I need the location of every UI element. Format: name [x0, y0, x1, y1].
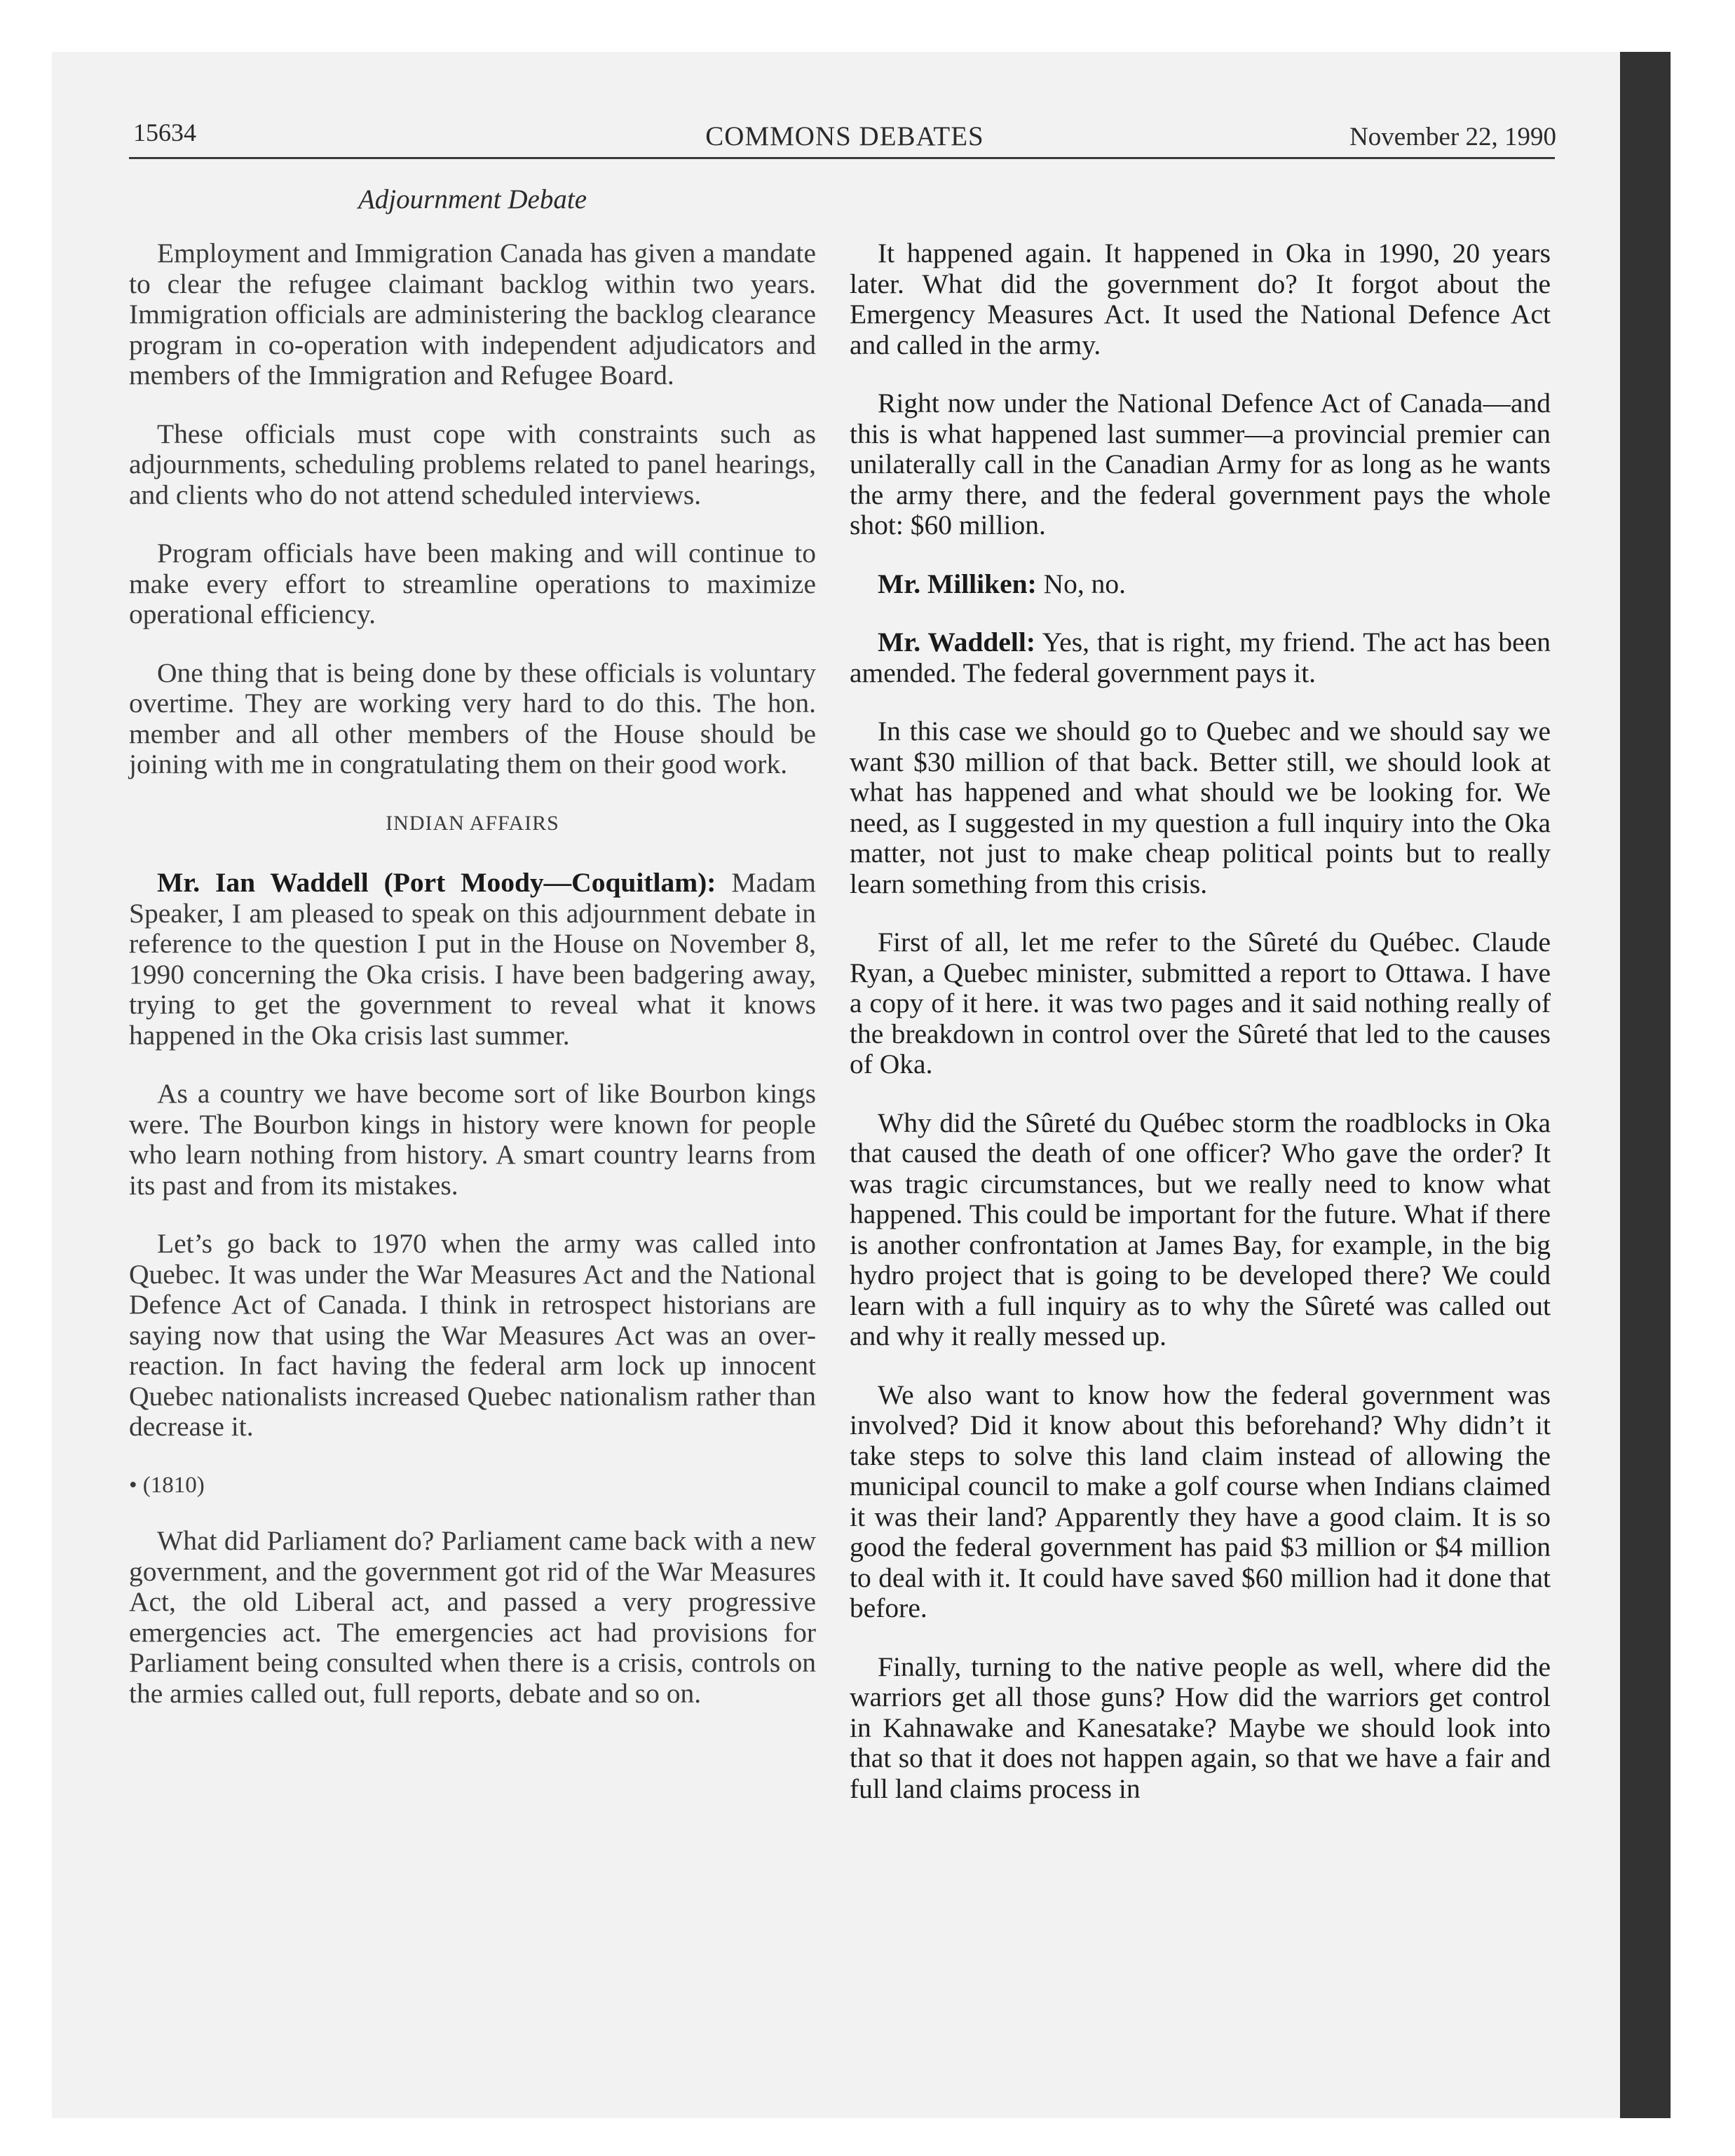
paragraph [850, 569, 1551, 600]
speaker-name: Mr. Ian Waddell (Port Moody—Coquitlam): [157, 867, 716, 898]
journal-title: COMMONS DEBATES [705, 121, 984, 151]
speech-text: Madam Speaker, I am pleased to speak on this adjournment debate in reference to the question I put in the House on November 8, 1990 concerning the Oka crisis. I have been badgering away, trying to get the government to reveal what it knows happened in the Oka crisis last summer. [129, 867, 816, 1051]
paragraph: As a country we have become sort of like Bourbon kings were. The Bourbon kings in history were known for people who learn nothing from history. A smart country learns from its past and from its mistakes. [129, 1078, 816, 1201]
right-column [850, 238, 1551, 1832]
paragraph: First of all, let me refer to the Sûreté du Québec. Claude Ryan, a Quebec minister, submitted a report to Ottawa. I have a copy of it here. it was two pages and it said nothing really of the breakdown in control over the Sûreté that led to the causes of Oka. [850, 927, 1551, 1079]
running-header [133, 112, 1556, 154]
issue-date: November 22, 1990 [1349, 123, 1556, 151]
paragraph: We also want to know how the federal government was involved? Did it know about this beforehand? Why didn’t it take steps to solve this land claim instead of allowing the municipal council to make a golf course when Indians claimed it was their land? Apparently they have a good claim. It is so good the federal government has paid $3 million or $4 million to deal with it. It could have saved $60 million had it done that before. [850, 1379, 1551, 1623]
scan-edge-bar [1620, 52, 1671, 2118]
paragraph [129, 868, 816, 1051]
speech-text: No, no. [1036, 568, 1127, 599]
page-number: 15634 [133, 118, 196, 146]
paragraph: One thing that is being done by these officials is voluntary overtime. They are working very hard to do this. The hon. member and all other members of the House should be joining with me in congratulating them on their good work. [129, 657, 816, 779]
time-marker: • (1810) [129, 1472, 205, 1498]
speaker-name: Mr. Waddell: [878, 627, 1036, 657]
paragraph: Let’s go back to 1970 when the army was called into Quebec. It was under the War Measures Act and the National Defence Act of Canada. I think in retrospect historians are saying now that using the War Measures Act was an over-reaction. In fact having the federal arm lock up innocent Quebec nationalists increased Quebec nationalism rather than decrease it. [129, 1228, 816, 1442]
section-kicker: Adjournment Debate [358, 184, 587, 214]
paragraph [850, 627, 1551, 688]
paragraph: What did Parliament do? Parliament came back with a new government, and the government got rid of the War Measures Act, the old Liberal act, and passed a very progressive emergencies act. The emergencies act had provisions for Parliament being consulted when there is a crisis, controls on the armies called out, full reports, debate and so on. [129, 1525, 816, 1709]
header-rule [129, 157, 1555, 159]
paragraph: Program officials have been making and will continue to make every effort to streamline operations to maximize operational efficiency. [129, 538, 816, 629]
paragraph: Employment and Immigration Canada has given a mandate to clear the refugee claimant backlog within two years. Immigration officials are administering the backlog clearance program in co-operation with independent adjudicators and members of the Immigration and Refugee Board. [129, 238, 816, 390]
paragraph: Why did the Sûreté du Québec storm the roadblocks in Oka that caused the death of one officer? Who gave the order? It was tragic circumstances, but we really need to know what happened. This could be important for the future. What if there is another confrontation at James Bay, for example, in the big hydro project that is going to be developed there? We could learn with a full inquiry as to why the Sûreté was called out and why it really messed up. [850, 1107, 1551, 1351]
paragraph: Right now under the National Defence Act of Canada—and this is what happened last summer—a provincial premier can unilaterally call in the Canadian Army for as long as he wants the army there, and the federal government pays the whole shot: $60 million. [850, 388, 1551, 540]
left-column [129, 238, 816, 1737]
speech-text: Yes, that is right, my friend. The act has been amended. The federal government pays it. [850, 627, 1551, 688]
paragraph: It happened again. It happened in Oka in 1990, 20 years later. What did the government do? It forgot about the Emergency Measures Act. It used the National Defence Act and called in the army. [850, 238, 1551, 360]
section-heading: INDIAN AFFAIRS [386, 811, 559, 835]
paragraph: These officials must cope with constraints such as adjournments, scheduling problems related to panel hearings, and clients who do not attend scheduled interviews. [129, 418, 816, 510]
speaker-name: Mr. Milliken: [878, 568, 1037, 599]
paragraph: In this case we should go to Quebec and we should say we want $30 million of that back. Better still, we should look at what has happened and what should we be looking for. We need, as I suggested in my question a full inquiry into the Oka matter, not just to make cheap political points but to really learn something from this crisis. [850, 716, 1551, 899]
paragraph: Finally, turning to the native people as well, where did the warriors get all those guns? How did the warriors get control in Kahnawake and Kanesatake? Maybe we should look into that so that it does not happen again, so that we have a fair and full land claims process in [850, 1651, 1551, 1804]
